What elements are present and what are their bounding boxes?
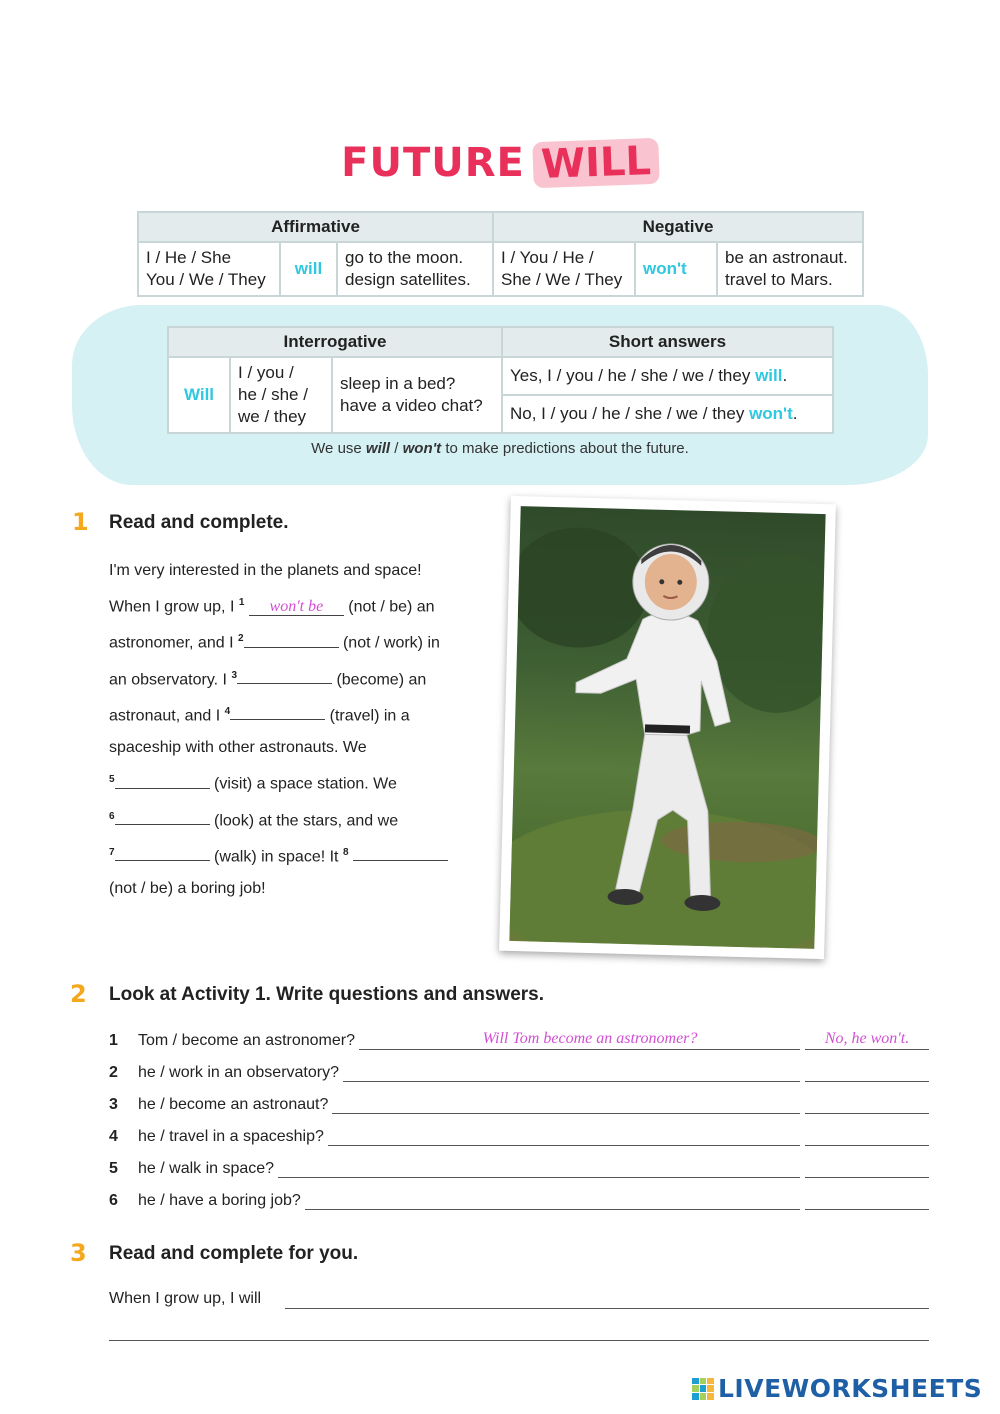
page-title xyxy=(0,140,1000,200)
question-row xyxy=(109,1060,929,1092)
astronaut-illustration xyxy=(509,506,825,949)
question-row xyxy=(109,1156,929,1188)
text-line-7 xyxy=(109,764,479,800)
q-phrases xyxy=(332,357,502,433)
title-future: FUTURE xyxy=(341,140,525,186)
question-prompt: Tom / become an astronomer? xyxy=(138,1032,359,1050)
photo-image xyxy=(509,506,825,949)
note-post: to make predictions about the future. xyxy=(441,440,689,457)
text-fragment: astronomer, and I xyxy=(109,634,238,652)
note-slash: / xyxy=(390,440,403,457)
header-affirmative: Affirmative xyxy=(138,212,493,242)
note-wont: won't xyxy=(402,440,442,457)
activity-2-title: Look at Activity 1. Write questions and answers. xyxy=(109,984,544,1005)
question-prompt: he / travel in a spaceship? xyxy=(138,1128,328,1146)
text-line-4 xyxy=(109,660,479,696)
short-answer-input[interactable]: No, he won't. xyxy=(824,1030,910,1047)
text-fragment: (travel) in a xyxy=(325,707,410,725)
neg-phrases xyxy=(717,242,863,296)
neg-subject-1: I / You / He / xyxy=(501,248,594,267)
short-answer-line[interactable] xyxy=(805,1113,929,1114)
neg-verb: won't xyxy=(635,242,717,296)
gap-3-input[interactable] xyxy=(237,666,332,684)
gap-number-8: 8 xyxy=(342,846,349,858)
header-negative: Negative xyxy=(493,212,863,242)
affirmative-negative-table xyxy=(137,211,864,297)
question-row xyxy=(109,1028,929,1060)
question-number: 5 xyxy=(109,1160,118,1177)
gap-number-3: 3 xyxy=(231,669,237,681)
aff-subject-1: I / He / She xyxy=(146,248,232,267)
footer-logo xyxy=(692,1374,982,1403)
short-answer-line[interactable] xyxy=(805,1081,929,1082)
text-line-10: (not / be) a boring job! xyxy=(109,880,266,898)
gap-4-input[interactable] xyxy=(230,702,325,720)
q-verb: Will xyxy=(168,357,230,433)
question-number: 4 xyxy=(109,1128,118,1145)
neg-subjects xyxy=(493,242,635,296)
question-number: 6 xyxy=(109,1192,118,1209)
text-fragment: (walk) in space! It xyxy=(209,848,343,866)
activity-3-number: 3 xyxy=(70,1239,87,1267)
gap-6-input[interactable] xyxy=(115,807,210,825)
activity-3-title: Read and complete for you. xyxy=(109,1243,359,1264)
grammar-note xyxy=(0,440,1000,457)
text-line-6: spaceship with other astronauts. We xyxy=(109,739,367,757)
gap-1-input[interactable]: won't be xyxy=(249,598,344,616)
question-row xyxy=(109,1124,929,1156)
note-will: will xyxy=(365,440,391,457)
short-answer-yes xyxy=(502,357,833,395)
title-will: WILL xyxy=(532,138,660,188)
aff-phrase-1: go to the moon. xyxy=(345,248,464,267)
gap-number-6: 6 xyxy=(109,810,115,822)
neg-subject-2: She / We / They xyxy=(501,270,623,289)
yes-text: Yes, I / you / he / she / we / they xyxy=(510,366,756,385)
brand-name: LIVEWORKSHEETS xyxy=(718,1374,983,1403)
text-fragment: (not / be) an xyxy=(343,598,435,616)
text-line-3 xyxy=(109,623,479,659)
aff-phrase-2: design satellites. xyxy=(345,270,471,289)
note-pre: We use xyxy=(311,440,366,457)
question-prompt: he / become an astronaut? xyxy=(138,1096,332,1114)
activity-3-answer-line-2[interactable] xyxy=(109,1340,929,1341)
text-fragment: (become) an xyxy=(332,670,427,688)
gap-number-2: 2 xyxy=(237,633,244,645)
text-fragment: (not / work) in xyxy=(338,634,440,652)
gap-number-7: 7 xyxy=(109,846,115,858)
q-subject-2: he / she / xyxy=(238,385,308,404)
aff-subject-2: You / We / They xyxy=(146,270,266,289)
q-phrase-1: sleep in a bed? xyxy=(340,374,456,393)
text-fragment: (visit) a space station. We xyxy=(209,775,397,793)
activity-1-number: 1 xyxy=(72,508,89,536)
short-answer-line[interactable] xyxy=(805,1209,929,1210)
text-fragment: an observatory. I xyxy=(109,670,232,688)
no-verb: won't xyxy=(749,404,793,423)
question-list xyxy=(109,1028,929,1220)
question-prompt: he / walk in space? xyxy=(138,1160,278,1178)
header-short-answers: Short answers xyxy=(502,327,833,357)
q-subjects xyxy=(230,357,332,433)
liveworksheets-icon xyxy=(692,1378,714,1400)
question-number: 2 xyxy=(109,1064,118,1081)
gap-8-input[interactable] xyxy=(353,843,448,861)
short-answer-line[interactable] xyxy=(805,1145,929,1146)
interrogative-short-answers-table xyxy=(167,326,834,434)
neg-phrase-2: travel to Mars. xyxy=(725,270,833,289)
short-answer-line[interactable] xyxy=(805,1177,929,1178)
no-period: . xyxy=(792,404,798,423)
aff-phrases xyxy=(337,242,493,296)
astronaut-photo xyxy=(499,496,836,959)
gap-number-4: 4 xyxy=(224,705,231,717)
text-line-9 xyxy=(109,837,479,873)
activity-2-number: 2 xyxy=(70,980,87,1008)
aff-subjects xyxy=(138,242,280,296)
question-prompt: he / work in an observatory? xyxy=(138,1064,343,1082)
yes-verb: will xyxy=(755,366,783,385)
text-fragment: astronaut, and I xyxy=(109,707,225,725)
gap-5-input[interactable] xyxy=(115,771,210,789)
q-subject-1: I / you / xyxy=(238,363,294,382)
text-line-1: I'm very interested in the planets and space! xyxy=(109,562,422,579)
header-interrogative: Interrogative xyxy=(168,327,502,357)
question-row xyxy=(109,1092,929,1124)
aff-verb: will xyxy=(280,242,337,296)
text-line-5 xyxy=(109,696,479,732)
neg-phrase-1: be an astronaut. xyxy=(725,248,848,267)
gap-2-input[interactable] xyxy=(244,630,339,648)
question-number: 3 xyxy=(109,1096,118,1113)
yes-period: . xyxy=(782,366,788,385)
gap-number-5: 5 xyxy=(109,774,115,786)
q-subject-3: we / they xyxy=(238,407,307,426)
text-line-8 xyxy=(109,801,479,837)
activity-1-text xyxy=(109,555,479,905)
activity-3-answer-line[interactable] xyxy=(285,1308,929,1309)
gap-number-1: 1 xyxy=(238,597,245,608)
q-phrase-2: have a video chat? xyxy=(340,396,483,415)
question-prompt: he / have a boring job? xyxy=(138,1192,305,1210)
short-answer-no xyxy=(502,395,833,433)
activity-1-title: Read and complete. xyxy=(109,512,289,533)
short-answer-line[interactable] xyxy=(805,1049,929,1050)
text-fragment: When I grow up, I xyxy=(109,598,239,616)
question-number: 1 xyxy=(109,1032,118,1049)
text-line-2 xyxy=(109,587,479,623)
question-answer-input[interactable]: Will Tom become an astronomer? xyxy=(482,1030,698,1047)
activity-3-prompt: When I grow up, I will xyxy=(109,1290,262,1307)
no-text: No, I / you / he / she / we / they xyxy=(510,404,750,423)
gap-7-input[interactable] xyxy=(115,843,210,861)
activity-3-row xyxy=(109,1290,929,1308)
text-fragment: (look) at the stars, and we xyxy=(209,811,399,829)
question-row xyxy=(109,1188,929,1220)
